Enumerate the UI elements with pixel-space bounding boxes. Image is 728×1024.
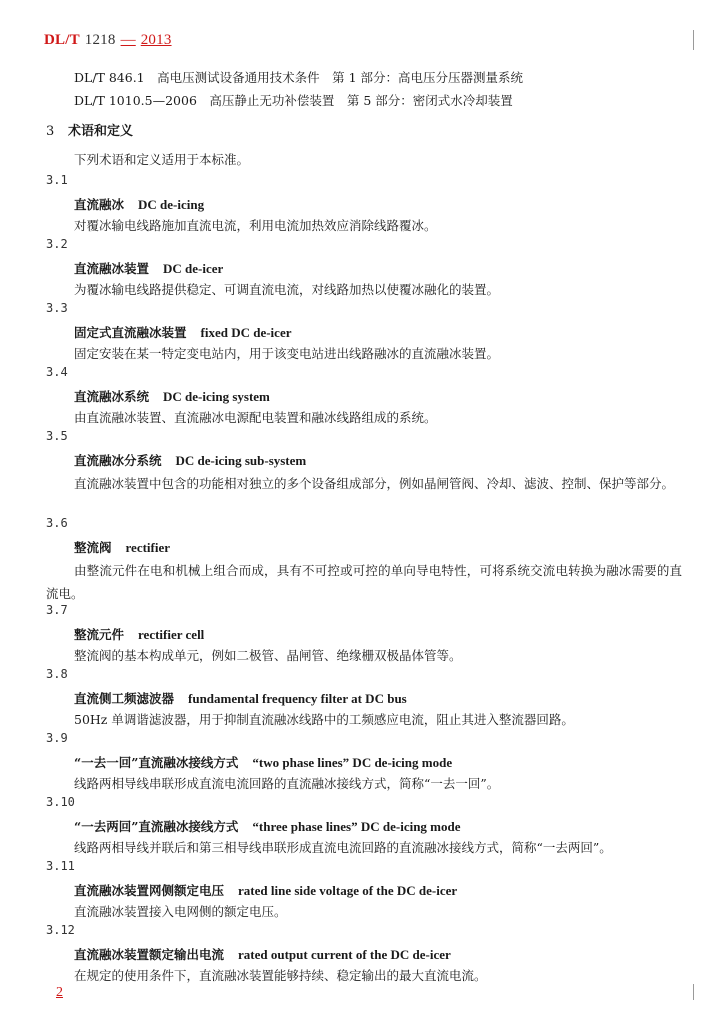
normative-references bbox=[74, 66, 523, 112]
term-title bbox=[74, 259, 223, 277]
term-zh: 直流融冰 bbox=[74, 197, 125, 212]
terms-list bbox=[46, 173, 686, 987]
term-en: DC de-icing system bbox=[163, 389, 270, 404]
page-number: 2 bbox=[56, 985, 63, 1000]
term-definition: 由直流融冰装置、直流融冰电源配电装置和融冰线路组成的系统。 bbox=[74, 410, 437, 425]
term-en: fixed DC de-icer bbox=[200, 325, 292, 340]
term-number: 3.6 bbox=[46, 516, 68, 530]
term-entry bbox=[46, 603, 686, 667]
term-title bbox=[74, 625, 204, 643]
reference-item: DL/T 846.1 高电压测试设备通用技术条件 第 1 部分：高电压分压器测量系统 bbox=[74, 70, 524, 85]
term-definition: 直流融冰装置接入电网侧的额定电压。 bbox=[74, 904, 287, 919]
document-header bbox=[44, 30, 172, 49]
term-definition: 整流阀的基本构成单元，例如二极管、晶闸管、绝缘栅双极晶体管等。 bbox=[74, 648, 462, 663]
standard-number: 1218 bbox=[84, 32, 116, 48]
term-zh: 直流侧工频滤波器 bbox=[74, 691, 175, 706]
term-en: DC de-icing sub-system bbox=[175, 453, 307, 468]
reference-item: DL/T 1010.5—2006 高压静止无功补偿装置 第 5 部分：密闭式水冷却装置 bbox=[74, 93, 513, 108]
term-number: 3.3 bbox=[46, 301, 68, 315]
term-en: “three phase lines” DC de-icing mode bbox=[252, 819, 461, 834]
term-entry bbox=[46, 923, 686, 987]
standard-separator: — bbox=[120, 32, 136, 48]
term-title bbox=[74, 753, 452, 771]
term-en: rectifier bbox=[125, 540, 171, 555]
term-en: fundamental frequency filter at DC bus bbox=[188, 691, 407, 706]
term-zh: 直流融冰装置额定输出电流 bbox=[74, 947, 225, 962]
term-entry bbox=[46, 301, 686, 365]
standard-year: 2013 bbox=[140, 32, 172, 48]
term-en: rated line side voltage of the DC de-icer bbox=[238, 883, 458, 898]
term-zh: 整流阀 bbox=[74, 540, 112, 555]
term-title bbox=[74, 195, 204, 213]
section-title: 术语和定义 bbox=[68, 124, 134, 139]
term-number: 3.7 bbox=[46, 603, 68, 617]
section-intro: 下列术语和定义适用于本标准。 bbox=[74, 152, 250, 167]
term-title bbox=[74, 689, 407, 707]
term-number: 3.1 bbox=[46, 173, 68, 187]
term-definition: 线路两相导线串联形成直流电流回路的直流融冰接线方式，简称“一去一回”。 bbox=[74, 776, 500, 791]
term-number: 3.10 bbox=[46, 795, 75, 809]
term-definition: 50Hz 单调谐滤波器，用于抑制直流融冰线路中的工频感应电流，阻止其进入整流器回路。 bbox=[74, 712, 574, 727]
term-entry bbox=[46, 731, 686, 795]
term-definition: 在规定的使用条件下，直流融冰装置能够持续、稳定输出的最大直流电流。 bbox=[74, 968, 487, 983]
term-en: rectifier cell bbox=[138, 627, 205, 642]
term-zh: 固定式直流融冰装置 bbox=[74, 325, 187, 340]
term-en: “two phase lines” DC de-icing mode bbox=[252, 755, 453, 770]
term-entry bbox=[46, 173, 686, 237]
term-number: 3.2 bbox=[46, 237, 68, 251]
term-entry bbox=[46, 795, 686, 859]
term-en: DC de-icing bbox=[138, 197, 205, 212]
term-definition: 对覆冰输电线路施加直流电流，利用电流加热效应消除线路覆冰。 bbox=[74, 218, 437, 233]
term-zh: 直流融冰装置网侧额定电压 bbox=[74, 883, 225, 898]
term-zh: 整流元件 bbox=[74, 627, 125, 642]
term-definition: 由整流元件在电和机械上组合而成，具有不可控或可控的单向导电特性，可将系统交流电转换为融冰需要的直流电。 bbox=[46, 563, 682, 601]
term-title bbox=[74, 881, 457, 899]
right-margin-rule-top bbox=[693, 30, 694, 50]
term-title bbox=[74, 451, 306, 469]
term-entry bbox=[46, 859, 686, 923]
term-title bbox=[74, 387, 270, 405]
term-zh: 直流融冰分系统 bbox=[74, 453, 162, 468]
standard-code: DL/T bbox=[44, 32, 80, 48]
term-definition: 直流融冰装置中包含的功能相对独立的多个设备组成部分，例如晶闸管阀、冷却、滤波、控制、保护等部分。 bbox=[74, 476, 675, 491]
term-number: 3.8 bbox=[46, 667, 68, 681]
term-zh: “一去两回”直流融冰接线方式 bbox=[74, 819, 239, 834]
term-zh: 直流融冰装置 bbox=[74, 261, 150, 276]
term-title bbox=[74, 538, 170, 556]
term-title bbox=[74, 817, 461, 835]
term-definition: 固定安装在某一特定变电站内，用于该变电站进出线路融冰的直流融冰装置。 bbox=[74, 346, 500, 361]
term-number: 3.12 bbox=[46, 923, 75, 937]
term-title bbox=[74, 323, 291, 341]
term-entry bbox=[46, 667, 686, 731]
term-entry bbox=[46, 429, 686, 516]
term-entry bbox=[46, 365, 686, 429]
term-zh: “一去一回”直流融冰接线方式 bbox=[74, 755, 239, 770]
term-en: rated output current of the DC de-icer bbox=[238, 947, 451, 962]
term-entry bbox=[46, 516, 686, 603]
term-number: 3.11 bbox=[46, 859, 75, 873]
right-margin-rule-bottom bbox=[693, 984, 694, 1000]
section-number: 3 bbox=[46, 124, 55, 139]
term-number: 3.9 bbox=[46, 731, 68, 745]
term-number: 3.4 bbox=[46, 365, 68, 379]
term-en: DC de-icer bbox=[163, 261, 224, 276]
term-title bbox=[74, 945, 451, 963]
term-entry bbox=[46, 237, 686, 301]
term-definition: 为覆冰输电线路提供稳定、可调直流电流，对线路加热以使覆冰融化的装置。 bbox=[74, 282, 500, 297]
term-number: 3.5 bbox=[46, 429, 68, 443]
term-definition: 线路两相导线并联后和第三相导线串联形成直流电流回路的直流融冰接线方式，简称“一去两回”。 bbox=[74, 840, 612, 855]
section-heading bbox=[46, 120, 133, 139]
term-zh: 直流融冰系统 bbox=[74, 389, 150, 404]
